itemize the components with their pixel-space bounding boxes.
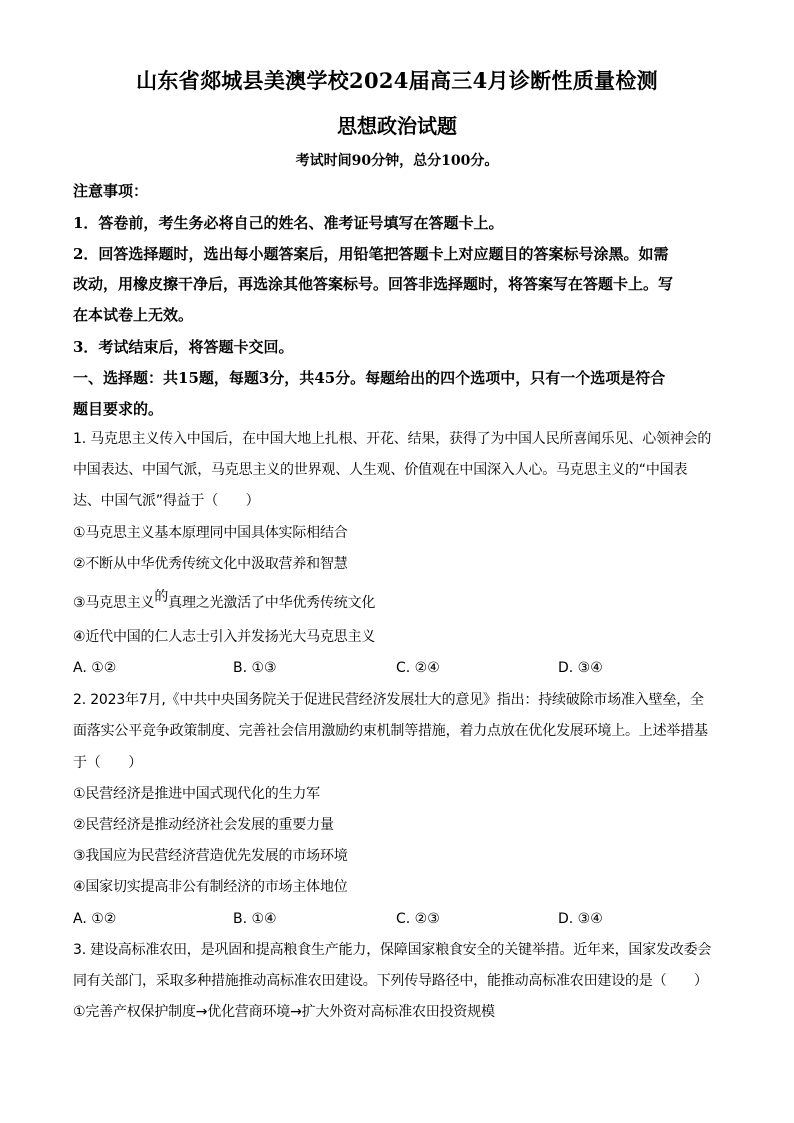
- section-heading-line-2: 题目要求的。: [73, 400, 164, 418]
- q2-statement-2: ②民营经济是推动经济社会发展的重要力量: [73, 817, 334, 833]
- notice-item-2-line-3: 在本试卷上无效。: [73, 306, 194, 324]
- q1-option-d: D. ③④: [558, 660, 603, 676]
- q1-statement-3-part-a: ③马克思主义: [73, 595, 155, 611]
- q2-statement-4: ④国家切实提高非公有制经济的市场主体地位: [73, 879, 348, 895]
- q2-statement-3: ③我国应为民营经济营造优先发展的市场环境: [73, 848, 348, 864]
- q2-option-c: C. ②③: [396, 911, 440, 927]
- q2-option-d: D. ③④: [558, 911, 603, 927]
- section-heading-line-1: 一、选择题：共15题，每题3分，共45分。每题给出的四个选项中，只有一个选项是符合: [73, 369, 666, 387]
- q2-stem-line-3: 于（ ）: [73, 755, 142, 771]
- q2-option-a: A. ①②: [73, 911, 117, 927]
- q1-statement-2: ②不断从中华优秀传统文化中汲取营养和智慧: [73, 556, 348, 572]
- q1-statement-4: ④近代中国的仁人志士引入并发扬光大马克思主义: [73, 629, 376, 645]
- q1-statement-1: ①马克思主义基本原理同中国具体实际相结合: [73, 525, 348, 541]
- q2-stem-line-2: 面落实公平竞争政策制度、完善社会信用激励约束机制等措施，着力点放在优化发展环境上。上述举措基: [73, 723, 708, 739]
- q1-option-c: C. ②④: [396, 660, 440, 676]
- notice-heading: 注意事项：: [73, 182, 149, 200]
- notice-item-2-line-1: 2．回答选择题时，选出每小题答案后，用铅笔把答题卡上对应题目的答案标号涂黑。如需: [73, 245, 669, 263]
- exam-subtitle: 思想政治试题: [337, 114, 457, 138]
- q1-stem-line-3: 达、中国气派”得益于（ ）: [73, 493, 260, 509]
- q3-statement-1: ①完善产权保护制度→优化营商环境→扩大外资对高标准农田投资规模: [73, 1004, 495, 1020]
- q2-stem-line-1: 2. 2023年7月,《中共中央国务院关于促进民营经济发展壮大的意见》指出：持续破除市场准入壁垒，全: [73, 692, 704, 708]
- exam-title: 山东省郯城县美澳学校2024届高三4月诊断性质量检测: [136, 68, 658, 93]
- q2-option-b: B. ①④: [233, 911, 277, 927]
- q1-stem-line-1: 1. 马克思主义传入中国后，在中国大地上扎根、开花、结果，获得了为中国人民所喜闻乐见、心领神会的: [73, 431, 712, 447]
- q1-statement-3-part-b: 的: [154, 589, 169, 605]
- q1-statement-3: [73, 589, 733, 614]
- q3-stem-line-1: 3. 建设高标准农田，是巩固和提高粮食生产能力，保障国家粮食安全的关键举措。近年来，国家发改委会: [73, 942, 712, 958]
- q3-stem-line-2: 同有关部门，采取多种措施推动高标准农田建设。下列传导路径中，能推动高标准农田建设的是（ ）: [73, 973, 708, 989]
- exam-info: 考试时间90分钟，总分100分。: [295, 153, 499, 169]
- notice-item-2-line-2: 改动，用橡皮擦干净后，再选涂其他答案标号。回答非选择题时，将答案写在答题卡上。写: [73, 275, 674, 293]
- q1-option-a: A. ①②: [73, 660, 117, 676]
- notice-item-1: 1．答卷前，考生务必将自己的姓名、准考证号填写在答题卡上。: [73, 214, 504, 232]
- q1-option-b: B. ①③: [233, 660, 277, 676]
- q2-statement-1: ①民营经济是推进中国式现代化的生力军: [73, 786, 320, 802]
- q1-statement-3-part-c: 真理之光激活了中华优秀传统文化: [168, 595, 376, 611]
- notice-item-3: 3．考试结束后，将答题卡交回。: [73, 338, 294, 356]
- q1-stem-line-2: 中国表达、中国气派，马克思主义的世界观、人生观、价值观在中国深入人心。马克思主义的“中国表: [73, 462, 688, 478]
